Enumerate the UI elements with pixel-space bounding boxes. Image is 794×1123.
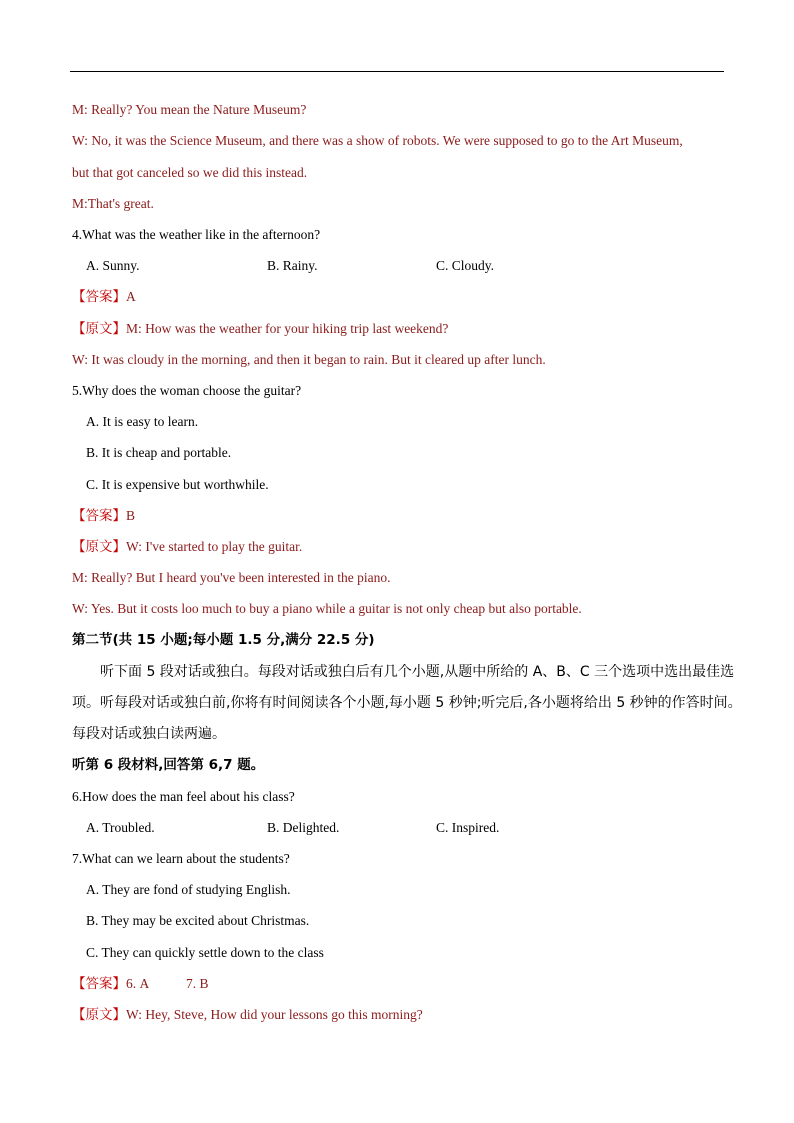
dialog-line-w1: W: No, it was the Science Museum, and there was a show of robots. We were supposed to go to the Art Museum,: [72, 133, 683, 148]
answer-4: [72, 288, 136, 306]
option-4c: C. Cloudy.: [436, 258, 495, 273]
option-7c: C. They can quickly settle down to the class: [86, 945, 324, 960]
header-rule: [70, 71, 724, 72]
section-2-heading: 第二节(共 15 小题;每小题 1.5 分,满分 22.5 分): [72, 632, 375, 648]
section-2-instruction-3: 每段对话或独白读两遍。: [72, 726, 226, 742]
dialog-line-w1-cont: but that got canceled so we did this instead.: [72, 165, 308, 180]
source-text: W: Hey, Steve, How did your lessons go this morning?: [126, 1007, 423, 1022]
option-5a: A. It is easy to learn.: [86, 414, 199, 429]
source-6-7-w: [72, 1006, 423, 1024]
question-4-stem: 4.What was the weather like in the afternoon?: [72, 227, 321, 242]
option-6b: B. Delighted.: [267, 820, 340, 835]
source-tag: 【原文】: [72, 1007, 126, 1023]
answer-5: [72, 507, 135, 525]
question-6-stem: 6.How does the man feel about his class?: [72, 789, 295, 804]
option-5c: C. It is expensive but worthwhile.: [86, 477, 269, 492]
source-4-m: [72, 320, 448, 338]
section-2-instruction-2: 项。听每段对话或独白前,你将有时间阅读各个小题,每小题 5 秒钟;听完后,各小题将给出 5 秒钟的作答时间。: [72, 695, 742, 711]
option-4a: A. Sunny.: [86, 258, 140, 273]
answer-tag: 【答案】: [72, 976, 126, 992]
question-5-stem: 5.Why does the woman choose the guitar?: [72, 383, 302, 398]
option-4b: B. Rainy.: [267, 258, 318, 273]
option-7b: B. They may be excited about Christmas.: [86, 913, 310, 928]
dialog-line-m1: M: Really? You mean the Nature Museum?: [72, 102, 307, 117]
answer-value: B: [126, 508, 136, 523]
answer-7-value: 7. B: [186, 976, 209, 991]
source-tag: 【原文】: [72, 321, 126, 337]
source-text: W: I've started to play the guitar.: [126, 539, 303, 554]
material-heading: 听第 6 段材料,回答第 6,7 题。: [72, 757, 265, 773]
question-7-stem: 7.What can we learn about the students?: [72, 851, 290, 866]
source-4-w: W: It was cloudy in the morning, and then it began to rain. But it cleared up after lunch.: [72, 352, 546, 367]
dialog-line-m2: M:That's great.: [72, 196, 154, 211]
source-text: M: How was the weather for your hiking trip last weekend?: [126, 321, 449, 336]
answer-6-value: 6. A: [126, 976, 150, 991]
answer-6-7: [72, 975, 272, 993]
source-5-m: M: Really? But I heard you've been interested in the piano.: [72, 570, 391, 585]
answer-value: A: [126, 289, 136, 304]
answer-tag: 【答案】: [72, 508, 126, 524]
option-6a: A. Troubled.: [86, 820, 155, 835]
source-tag: 【原文】: [72, 539, 126, 555]
source-5-w1: [72, 538, 302, 556]
answer-tag: 【答案】: [72, 289, 126, 305]
source-5-w2: W: Yes. But it costs loo much to buy a piano while a guitar is not only cheap but also portable.: [72, 601, 582, 616]
option-6c: C. Inspired.: [436, 820, 500, 835]
section-2-instruction-1: 听下面 5 段对话或独白。每段对话或独白后有几个小题,从题中所给的 A、B、C 三个选项中选出最佳选: [100, 664, 735, 680]
option-5b: B. It is cheap and portable.: [86, 445, 232, 460]
option-7a: A. They are fond of studying English.: [86, 882, 291, 897]
